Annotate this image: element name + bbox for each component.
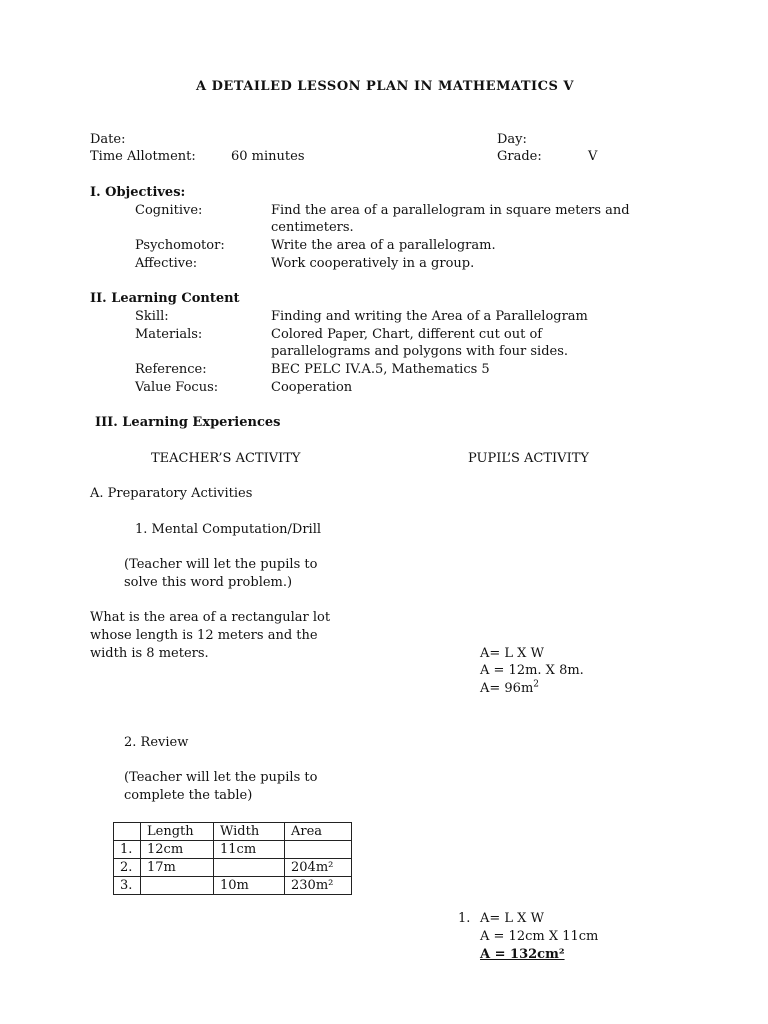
table-cell — [285, 841, 352, 859]
review-table — [113, 822, 352, 895]
day-label: Day: — [497, 132, 527, 147]
affective-label: Affective: — [135, 256, 198, 271]
learning-content-heading: II. Learning Content — [90, 291, 240, 306]
skill-text: Finding and writing the Area of a Parallelogram — [271, 309, 588, 324]
table-cell: 1. — [114, 841, 141, 859]
drill-instruction-line2: solve this word problem.) — [124, 575, 293, 590]
word-problem-line2: whose length is 12 meters and the — [90, 628, 318, 643]
word-problem-line1: What is the area of a rectangular lot — [90, 610, 331, 625]
table-cell: 17m — [141, 859, 214, 877]
date-label: Date: — [90, 132, 126, 147]
table-cell: 204m² — [285, 859, 352, 877]
page-title: A DETAILED LESSON PLAN IN MATHEMATICS V — [196, 79, 574, 94]
mental-computation-heading: 1. Mental Computation/Drill — [135, 522, 322, 537]
table-header-cell: Width — [214, 823, 285, 841]
word-problem-line3: width is 8 meters. — [90, 646, 209, 661]
materials-text-line2: parallelograms and polygons with four sides. — [271, 344, 569, 359]
pupil-answer-line3 — [480, 680, 539, 698]
pupil-answer-line3-text: A= 96m — [480, 681, 534, 696]
table-row — [114, 841, 352, 859]
cognitive-text-line1: Find the area of a parallelogram in square meters and — [271, 203, 630, 218]
time-allotment-value: 60 minutes — [231, 149, 305, 164]
materials-text-line1: Colored Paper, Chart, different cut out of — [271, 327, 543, 342]
table-cell — [214, 859, 285, 877]
review-instruction-line1: (Teacher will let the pupils to — [124, 770, 318, 785]
review-heading: 2. Review — [124, 735, 189, 750]
table-cell: 230m² — [285, 877, 352, 895]
solution-number: 1. — [458, 911, 471, 926]
table-cell: 11cm — [214, 841, 285, 859]
table-row — [114, 877, 352, 895]
pupil-answer-line1: A= L X W — [480, 646, 544, 661]
table-cell: 10m — [214, 877, 285, 895]
solution-line1: A= L X W — [480, 911, 544, 926]
pupil-answer-line3-exponent: 2 — [533, 679, 540, 690]
table-header-cell: Area — [285, 823, 352, 841]
review-instruction-line2: complete the table) — [124, 788, 253, 803]
solution-line2: A = 12cm X 11cm — [480, 929, 599, 944]
table-cell — [141, 877, 214, 895]
table-header-cell — [114, 823, 141, 841]
time-allotment-label: Time Allotment: — [90, 149, 196, 164]
table-header-cell: Length — [141, 823, 214, 841]
cognitive-text-line2: centimeters. — [271, 220, 354, 235]
psychomotor-label: Psychomotor: — [135, 238, 225, 253]
teacher-activity-heading: TEACHER’S ACTIVITY — [151, 451, 301, 466]
table-cell: 3. — [114, 877, 141, 895]
preparatory-activities: A. Preparatory Activities — [90, 486, 253, 501]
reference-text: BEC PELC IV.A.5, Mathematics 5 — [271, 362, 490, 377]
table-row — [114, 859, 352, 877]
grade-value: V — [588, 149, 598, 164]
drill-instruction-line1: (Teacher will let the pupils to — [124, 557, 318, 572]
grade-label: Grade: — [497, 149, 542, 164]
skill-label: Skill: — [135, 309, 169, 324]
pupil-activity-heading: PUPIL’S ACTIVITY — [468, 451, 589, 466]
solution-line3: A = 132cm² — [480, 947, 565, 962]
table-cell: 12cm — [141, 841, 214, 859]
objectives-heading: I. Objectives: — [90, 185, 186, 200]
cognitive-label: Cognitive: — [135, 203, 203, 218]
value-focus-label: Value Focus: — [135, 380, 219, 395]
table-header-row — [114, 823, 352, 841]
psychomotor-text: Write the area of a parallelogram. — [271, 238, 496, 253]
affective-text: Work cooperatively in a group. — [271, 256, 475, 271]
value-focus-text: Cooperation — [271, 380, 353, 395]
table-cell: 2. — [114, 859, 141, 877]
learning-experiences-heading: III. Learning Experiences — [95, 415, 281, 430]
reference-label: Reference: — [135, 362, 207, 377]
materials-label: Materials: — [135, 327, 203, 342]
pupil-answer-line2: A = 12m. X 8m. — [480, 663, 584, 678]
